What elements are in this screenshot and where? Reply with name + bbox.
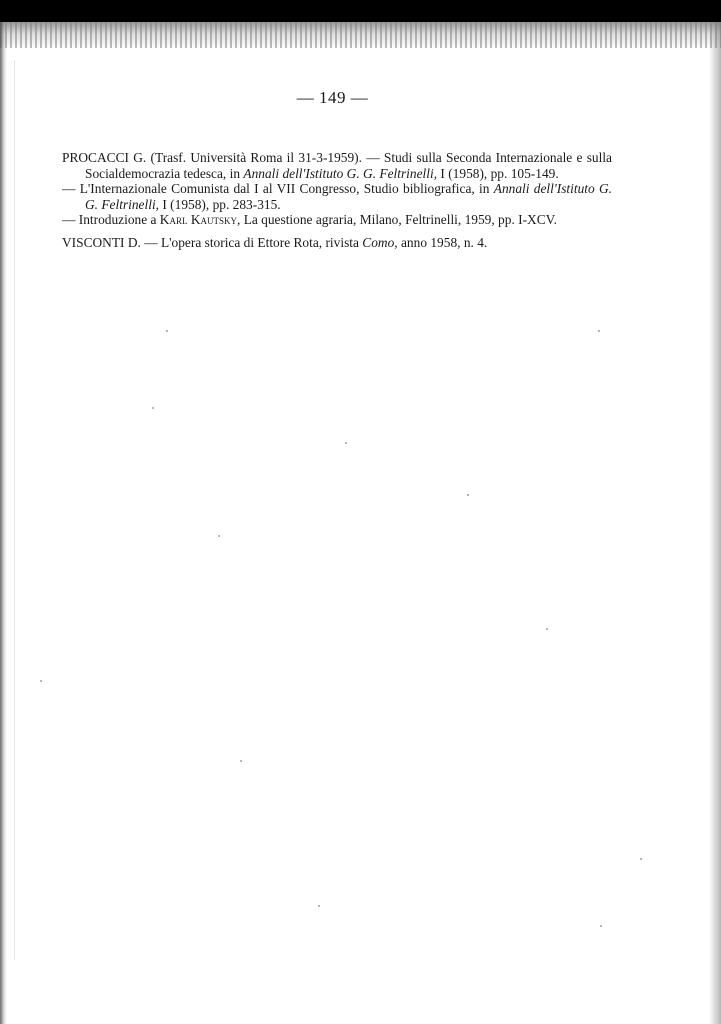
scan-speck xyxy=(40,680,42,682)
entry-text: — L'Internazionale Comunista dal I al VII Congresso, Studio bibliografica, in xyxy=(62,181,494,196)
scan-top-band xyxy=(0,0,721,22)
bib-entry-visconti xyxy=(62,235,612,251)
journal-title: Como, xyxy=(362,234,398,250)
scan-left-edge xyxy=(0,22,7,1024)
scan-noise-band xyxy=(0,22,721,48)
scan-speck xyxy=(600,925,602,927)
scan-speck xyxy=(546,628,548,630)
scan-speck xyxy=(218,535,220,537)
author-name: Karl Kautsky xyxy=(159,212,237,227)
journal-title: Annali dell'Istituto G. G. Feltrinelli, xyxy=(243,165,438,181)
scan-speck xyxy=(640,858,642,860)
entry-text: PROCACCI G. (Trasf. Università Roma il 31-3-1959). — Studi sulla Seconda Internazionale e sulla Socialdemocrazia tedesca, in xyxy=(62,150,612,181)
scan-speck xyxy=(345,442,347,444)
scan-speck xyxy=(598,330,600,332)
entry-text: I (1958), pp. 105-149. xyxy=(437,165,559,181)
journal-title: Annali dell'Istituto G. G. Feltrinelli, xyxy=(85,181,612,212)
entry-text: I (1958), pp. 283-315. xyxy=(159,196,281,212)
bibliography xyxy=(62,150,612,250)
entry-text: , La questione agraria, Milano, Feltrinelli, 1959, pp. I-XCV. xyxy=(237,212,557,227)
page-number: — 149 — xyxy=(296,88,369,107)
entry-text: anno 1958, n. 4. xyxy=(397,234,488,250)
scan-speck xyxy=(166,330,168,332)
bib-entry-procacci-introduzione xyxy=(62,212,612,228)
scan-speck xyxy=(152,407,154,409)
scan-left-line xyxy=(14,60,15,960)
entry-text: — Introduzione a xyxy=(62,212,160,227)
entry-text: VISCONTI D. — L'opera storica di Ettore Rota, rivista xyxy=(62,234,363,250)
bib-entry-procacci-studi xyxy=(62,150,612,181)
scan-speck xyxy=(467,494,469,496)
scan-speck xyxy=(240,760,242,762)
bib-entry-procacci-internazionale xyxy=(62,181,612,212)
scan-right-edge xyxy=(709,22,721,1024)
scan-speck xyxy=(318,905,320,907)
